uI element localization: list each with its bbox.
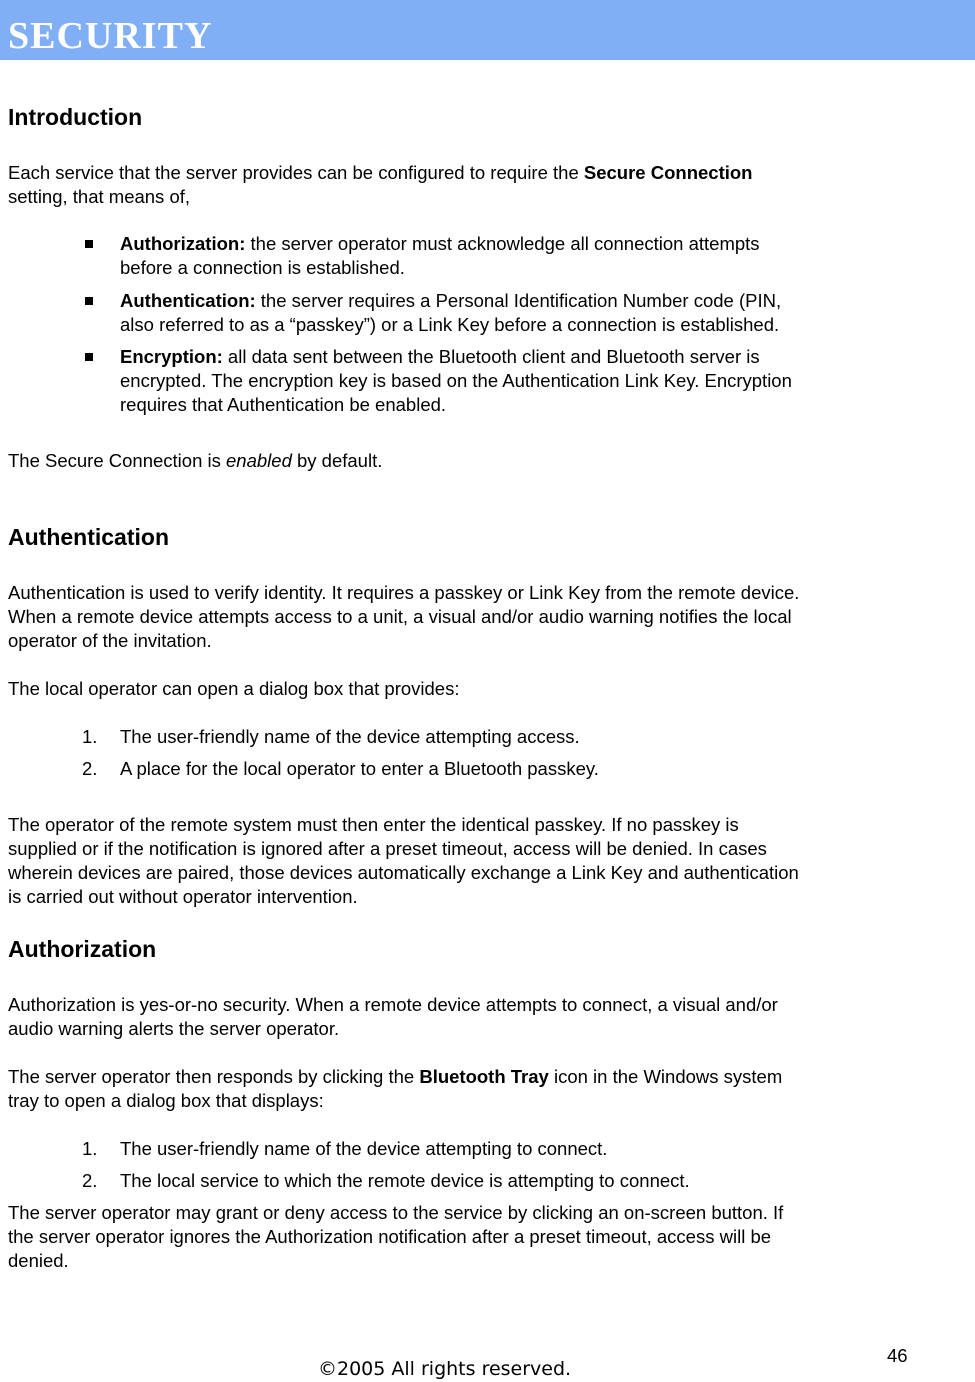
list-number: 2. [82,1170,98,1191]
bullet-item-authorization: Authorization: the server operator must acknowledge all connection attempts before a connection is established. [120,233,760,278]
list-number: 2. [82,758,98,779]
heading-authentication: Authentication [8,524,169,550]
copyright-notice: ©2005 All rights reserved. [318,1358,572,1380]
bullet-item-authentication: Authentication: the server requires a Personal Identification Number code (PIN, also referred to as a “passkey”) or a Link Key before a connection is established. [120,290,782,335]
list-item: The local service to which the remote device is attempting to connect. [120,1170,690,1191]
list-item: The user-friendly name of the device attempting to connect. [120,1138,608,1159]
authorization-paragraph-1: Authorization is yes-or-no security. When a remote device attempts to connect, a visual and/or audio warning alerts the server operator. [8,994,778,1039]
heading-introduction: Introduction [8,104,143,130]
list-item: The user-friendly name of the device attempting access. [120,726,580,747]
authorization-paragraph-2: The server operator then responds by clicking the Bluetooth Tray icon in the Windows system tray to open a dialog box that displays: [8,1066,783,1111]
authentication-paragraph-3: The operator of the remote system must then enter the identical passkey. If no passkey is supplied or if the notification is ignored after a preset timeout, access will be denied. In cases wherein devices are paired, those devices automatically exchange a Link Key and authentication is carried out without operator intervention. [8,814,799,907]
intro-paragraph: Each service that the server provides can be configured to require the Secure Connection setting, that means of, [8,162,753,207]
page-title: SECURITY [8,15,213,57]
default-status-paragraph: The Secure Connection is enabled by default. [8,450,383,471]
header-banner [0,0,975,60]
authentication-paragraph-2: The local operator can open a dialog box that provides: [8,678,460,699]
bullet-marker [85,240,93,248]
list-number: 1. [82,726,98,747]
bullet-item-encryption: Encryption: all data sent between the Bluetooth client and Bluetooth server is encrypted. The encryption key is based on the Authentication Link Key. Encryption requires that Authentication be enabled. [120,346,792,415]
list-number: 1. [82,1138,98,1159]
authorization-paragraph-3: The server operator may grant or deny access to the service by clicking an on-screen button. If the server operator ignores the Authorization notification after a preset timeout, access will be denied. [8,1202,784,1271]
bullet-marker [85,353,93,361]
heading-authorization: Authorization [8,936,157,962]
authentication-paragraph-1: Authentication is used to verify identity. It requires a passkey or Link Key from the remote device. When a remote device attempts access to a unit, a visual and/or audio warning notifies the local operator of the invitation. [8,582,800,651]
list-item: A place for the local operator to enter a Bluetooth passkey. [120,758,599,779]
page-number: 46 [887,1345,908,1366]
bullet-marker [85,297,93,305]
